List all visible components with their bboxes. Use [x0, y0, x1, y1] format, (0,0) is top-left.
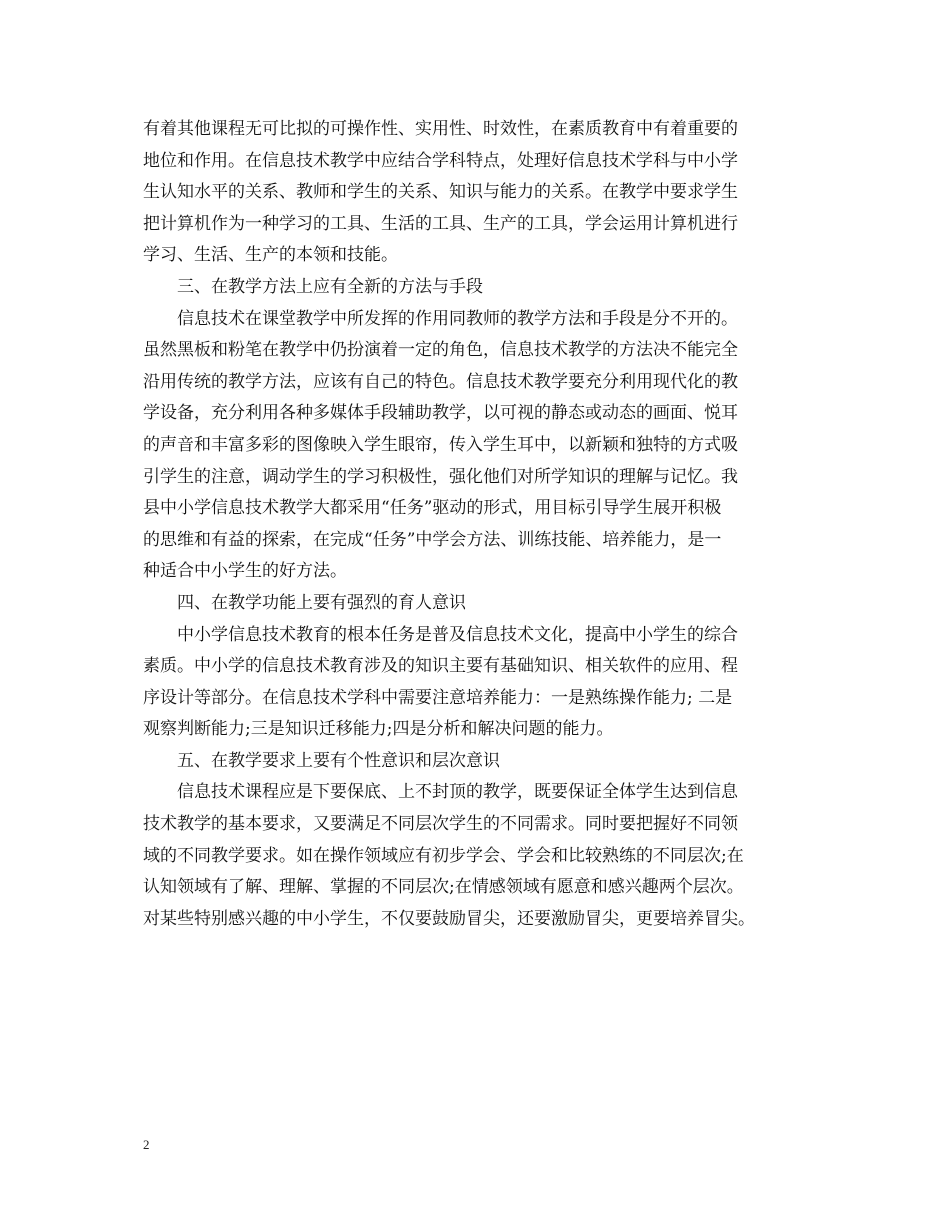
text-line: 素质。中小学的信息技术教育涉及的知识主要有基础知识、相关软件的应用、程 [143, 656, 738, 677]
paragraph [143, 620, 803, 746]
text-line: 对某些特别感兴趣的中小学生，不仅要鼓励冒尖，还要激励冒尖，更要培养冒尖。 [143, 908, 755, 929]
paragraph [143, 304, 803, 588]
paragraph [143, 114, 803, 272]
text-line: 学设备，充分利用各种多媒体手段辅助教学，以可视的静态或动态的画面、悦耳 [143, 403, 738, 424]
text-line: 沿用传统的教学方法，应该有自己的特色。信息技术教学要充分利用现代化的教 [143, 371, 738, 392]
paragraph [143, 777, 803, 935]
text-line: 的声音和丰富多彩的图像映入学生眼帘，传入学生耳中，以新颖和独特的方式吸 [143, 434, 738, 455]
text-line: 虽然黑板和粉笔在教学中仍扮演着一定的角色，信息技术教学的方法决不能完全 [143, 340, 738, 361]
paragraph [143, 272, 803, 304]
text-line: 有着其他课程无可比拟的可操作性、实用性、时效性，在素质教育中有着重要的 [143, 119, 738, 139]
text-line: 学习、生活、生产的本领和技能。 [143, 245, 398, 266]
text-line: 把计算机作为一种学习的工具、生活的工具、生产的工具，学会运用计算机进行 [143, 213, 738, 234]
text-line: 五、在教学要求上要有个性意识和层次意识 [177, 750, 500, 771]
text-line: 县中小学信息技术教学大都采用“任务”驱动的形式，用目标引导学生展开积极 [143, 498, 722, 519]
document-body [143, 114, 803, 935]
text-line: 中小学信息技术教育的根本任务是普及信息技术文化，提高中小学生的综合 [177, 624, 738, 645]
text-line: 四、在教学功能上要有强烈的育人意识 [177, 592, 466, 613]
text-line: 生认知水平的关系、教师和学生的关系、知识与能力的关系。在教学中要求学生 [143, 182, 738, 203]
paragraph [143, 746, 803, 778]
text-line: 序设计等部分。在信息技术学科中需要注意培养能力：一是熟练操作能力; 二是 [143, 687, 733, 708]
text-line: 域的不同教学要求。如在操作领域应有初步学会、学会和比较熟练的不同层次;在 [143, 845, 744, 866]
text-line: 三、在教学方法上应有全新的方法与手段 [177, 276, 483, 297]
text-line: 技术教学的基本要求，又要满足不同层次学生的不同需求。同时要把握好不同领 [143, 814, 738, 835]
text-line: 认知领域有了解、理解、掌握的不同层次;在情感领域有愿意和感兴趣两个层次。 [143, 877, 744, 898]
paragraph [143, 588, 803, 620]
text-line: 种适合中小学生的好方法。 [143, 561, 347, 582]
text-line: 的思维和有益的探索，在完成“任务”中学会方法、训练技能、培养能力，是一 [143, 529, 722, 550]
text-line: 信息技术在课堂教学中所发挥的作用同教师的教学方法和手段是分不开的。 [177, 308, 738, 329]
text-line: 信息技术课程应是下要保底、上不封顶的教学，既要保证全体学生达到信息 [177, 782, 738, 803]
text-line: 地位和作用。在信息技术教学中应结合学科特点，处理好信息技术学科与中小学 [143, 150, 738, 171]
page-number: 2 [143, 1137, 150, 1152]
text-line: 引学生的注意，调动学生的学习积极性，强化他们对所学知识的理解与记忆。我 [143, 466, 738, 487]
text-line: 观察判断能力;三是知识迁移能力;四是分析和解决问题的能力。 [143, 719, 614, 740]
